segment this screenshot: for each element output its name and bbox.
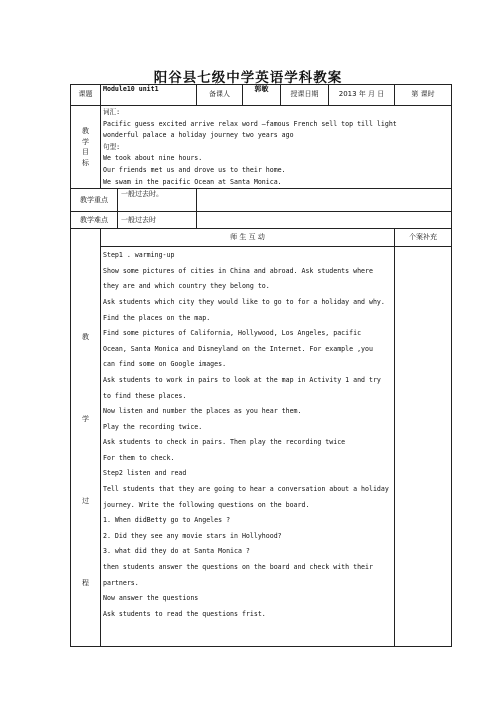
topic-label: 课题 [71, 85, 101, 106]
process-label-char: 学 [82, 415, 89, 424]
process-line: Ask students to work in pairs to look at the map in Activity 1 and try [103, 375, 381, 384]
preparer-value: 郭敏 [243, 85, 281, 106]
date-label: 授课日期 [281, 85, 329, 106]
difficulty-value: 一般过去时 [121, 215, 156, 224]
objective-line: Our friends met us and drove us to their home. [103, 165, 286, 174]
process-line: can find some on Google images. [103, 360, 227, 369]
process-header-right: 个案补充 [395, 229, 452, 247]
key-point-label: 教学重点 [71, 189, 118, 211]
objectives-label [71, 106, 101, 189]
date-value: 2013 年 月 日 [329, 85, 395, 106]
process-header-mid: 师 生 互 动 [101, 229, 395, 247]
process-line: Find the places on the map. [103, 313, 211, 322]
process-label-char: 教 [82, 333, 89, 342]
process-line: 3. what did they do at Santa Monica ? [103, 547, 250, 556]
process-line: 1. When didBetty go to Angeles ? [103, 516, 231, 525]
process-header-row [71, 229, 452, 247]
process-line: Ask students which city they would like to go to for a holiday and why. [103, 297, 385, 306]
key-point-cell [71, 189, 197, 212]
difficulty-cell [71, 212, 197, 229]
process-line: Ask students to read the questions frist. [103, 609, 266, 618]
document-title: 阳谷县七级中学英语学科教案 [153, 70, 343, 86]
objective-line: We took about nine hours. [103, 154, 203, 163]
process-line: Play the recording twice. [103, 422, 203, 431]
process-content [101, 247, 395, 647]
process-notes-blank [395, 247, 452, 647]
header-row [71, 85, 452, 106]
process-line: Ocean, Santa Monica and Disneyland on the Internet. For example ,you [103, 344, 373, 353]
topic-value: Module10 unit1 [101, 85, 197, 106]
key-point-blank [197, 189, 452, 212]
process-line: Ask students to check in pairs. Then play the recording twice [103, 438, 346, 447]
process-line: Step1 . warming-up [103, 251, 175, 260]
objectives-label-char: 标 [82, 158, 89, 167]
process-line: journey. Write the following questions on the board. [103, 500, 310, 509]
process-line: Tell students that they are going to hear a conversation about a holiday [103, 485, 389, 494]
process-line: 2. Did they see any movie stars in Hollyhood? [103, 531, 282, 540]
process-line: Now answer the questions [103, 594, 199, 603]
key-point-row [71, 189, 452, 212]
process-line: partners. [103, 578, 139, 587]
difficulty-label: 教学难点 [71, 212, 118, 228]
process-label-char: 程 [82, 579, 89, 588]
objectives-label-char: 教 [82, 127, 89, 136]
preparer-label: 备课人 [197, 85, 243, 106]
key-point-value: 一般过去时。 [121, 190, 163, 199]
objective-line: 句型: [103, 142, 121, 151]
process-line: For them to check. [103, 453, 175, 462]
objectives-label-char: 学 [82, 137, 89, 146]
process-line: they are and which country they belong to. [103, 282, 270, 291]
process-line: to find these places. [103, 391, 187, 400]
process-line: Find some pictures of California, Hollywood, Los Angeles, pacific [103, 329, 362, 338]
process-content-row [71, 247, 452, 647]
objectives-content [101, 106, 452, 189]
objectives-label-char: 目 [82, 148, 89, 157]
process-label [71, 229, 101, 647]
objective-line: wonderful palace a holiday journey two years ago [103, 131, 294, 140]
objective-line: 词汇: [103, 108, 121, 116]
objectives-row [71, 106, 452, 189]
difficulty-blank [197, 212, 452, 229]
lesson-plan-table [70, 84, 452, 647]
difficulty-row [71, 212, 452, 229]
process-line: Now listen and number the places as you hear them. [103, 407, 302, 416]
process-line: Step2 listen and read [103, 469, 187, 478]
objective-line: We swam in the pacific Ocean at Santa Monica. [103, 177, 282, 186]
period-label: 第 课时 [395, 85, 452, 106]
objective-line: Pacific guess excited arrive relax word –famous French sell top till light [103, 119, 397, 128]
process-line: Show some pictures of cities in China and abroad. Ask students where [103, 266, 373, 275]
process-line: then students answer the questions on the board and check with their [103, 563, 373, 572]
process-label-char: 过 [82, 497, 89, 506]
